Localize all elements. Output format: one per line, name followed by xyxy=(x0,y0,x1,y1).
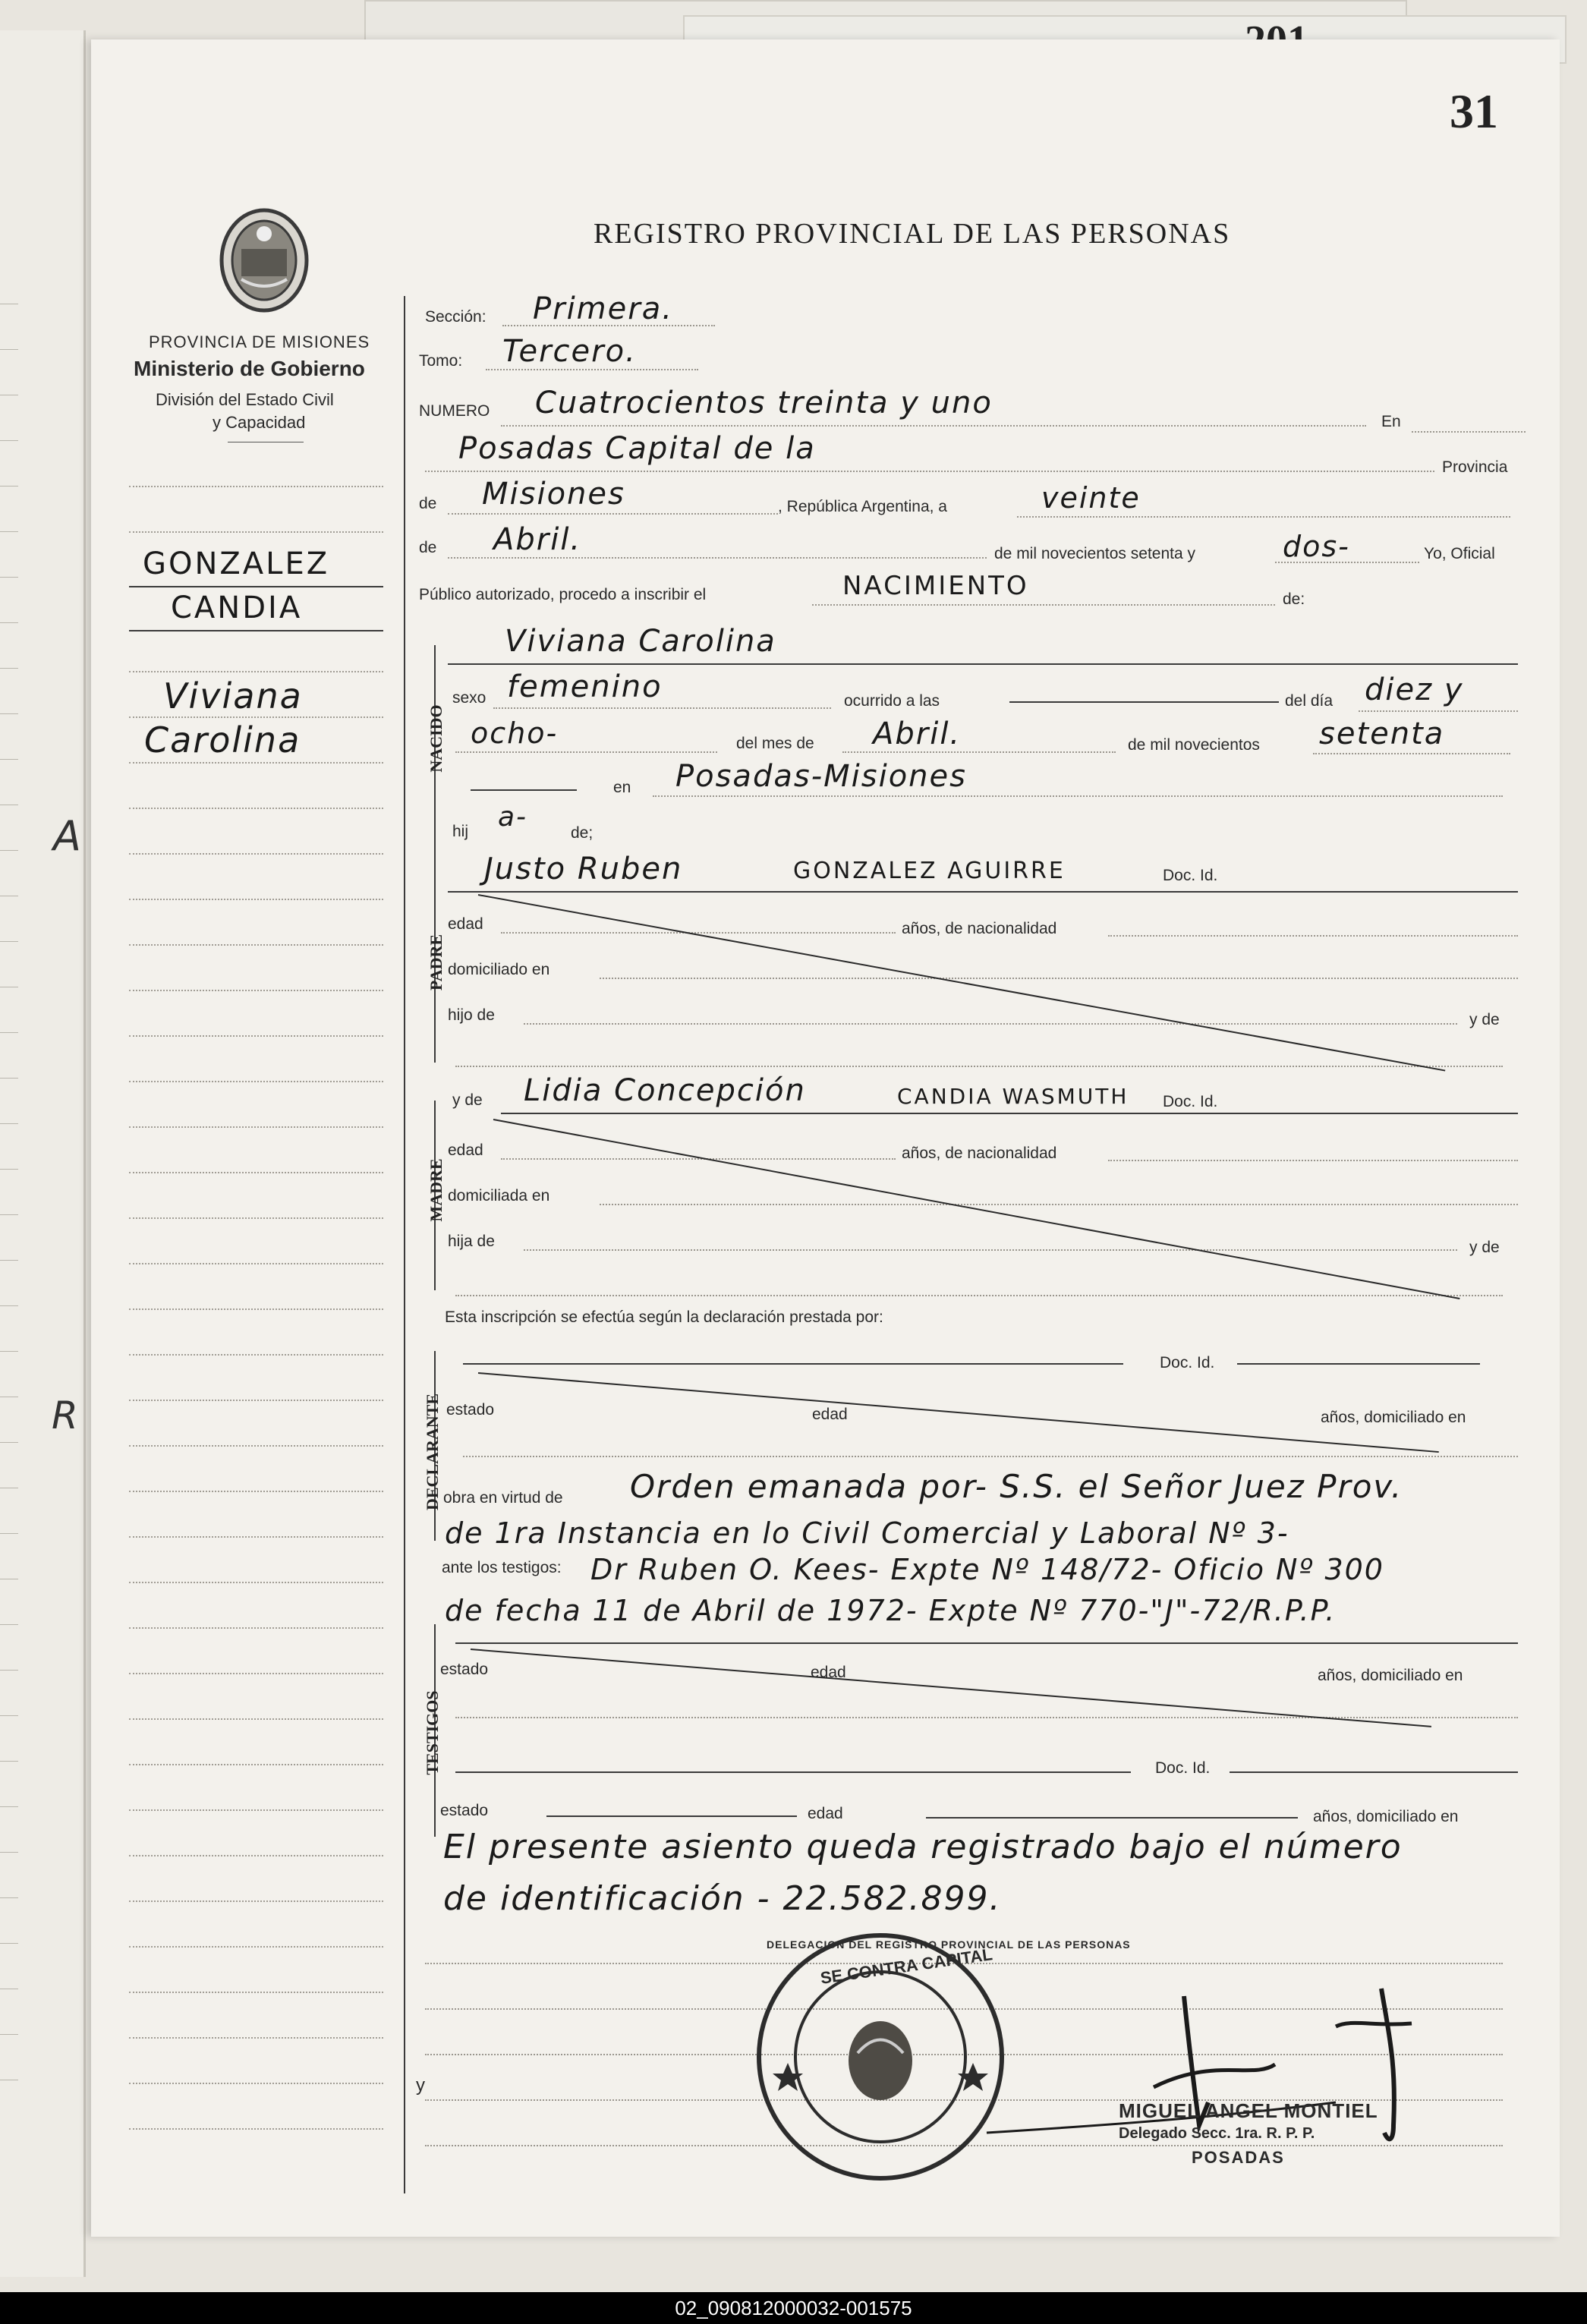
obra-line-4: de fecha 11 de Abril de 1972- Expte Nº 770-"J"-72/R.P.P. xyxy=(445,1594,1337,1627)
declarante-anos-label: años, domiciliado en xyxy=(1321,1409,1466,1426)
mes-nacimiento-value: Abril. xyxy=(873,716,962,751)
image-id-footer: 02_090812000032-001575 xyxy=(0,2292,1587,2324)
de-mil-novecientos-label: de mil novecientos setenta y xyxy=(994,545,1195,562)
de2-label: de xyxy=(419,539,437,556)
dia-nacimiento-value: diez y xyxy=(1365,672,1464,707)
declarante-doc-label: Doc. Id. xyxy=(1160,1354,1215,1371)
obra-line-2: de 1ra Instancia en lo Civil Comercial y Laboral Nº 3- xyxy=(445,1516,1289,1550)
madre-doc-label: Doc. Id. xyxy=(1163,1093,1218,1110)
numero-value: Cuatrocientos treinta y uno xyxy=(535,386,993,420)
padre-y-de-label: y de xyxy=(1469,1011,1500,1028)
padre-anos-label: años, de nacionalidad xyxy=(902,920,1057,937)
declarante-estado-label: estado xyxy=(446,1401,495,1419)
anio-nacimiento-value: setenta xyxy=(1319,716,1445,751)
madre-nombre-value: Lidia Concepción xyxy=(524,1073,806,1108)
coat-of-arms-icon xyxy=(211,203,317,317)
hij-label: hij xyxy=(452,823,469,840)
padre-edad-label: edad xyxy=(448,915,483,933)
margin-given-1: Viviana xyxy=(163,675,303,716)
obra-line-1: Orden emanada por- S.S. el Señor Juez Prov. xyxy=(630,1468,1403,1505)
de-mil-novecientos-2-label: de mil novecientos xyxy=(1128,736,1260,754)
dia-nacimiento-cont: ocho- xyxy=(471,716,559,750)
de-label: de xyxy=(419,495,437,512)
acto-value: NACIMIENTO xyxy=(842,571,1029,601)
nombre-value: Viviana Carolina xyxy=(505,624,776,659)
del-dia-label: del día xyxy=(1285,692,1334,710)
division-label: División del Estado Civil xyxy=(156,390,334,409)
madre-section-label: MADRE xyxy=(427,1158,446,1222)
mes-value: Abril. xyxy=(493,522,582,557)
seccion-value: Primera. xyxy=(533,291,673,326)
madre-domicilio-label: domiciliada en xyxy=(448,1187,550,1205)
margin-surname-2: CANDIA xyxy=(171,590,303,625)
testigo2-estado-label: estado xyxy=(440,1802,489,1819)
de-colon-label: de: xyxy=(1283,590,1305,608)
nota-line-2: de identificación - 22.582.899. xyxy=(443,1879,1002,1918)
y-label: y xyxy=(416,2075,425,2096)
hij-suffix-value: a- xyxy=(498,801,528,833)
dia-value: veinte xyxy=(1041,481,1141,515)
padre-domicilio-label: domiciliado en xyxy=(448,961,550,978)
publico-label: Público autorizado, procedo a inscribir el xyxy=(419,586,707,603)
testigo2-anos-label: años, domiciliado en xyxy=(1313,1808,1459,1825)
stamp-center-text: SE CONTRA CAPITAL xyxy=(819,1945,994,1988)
testigos-section-label: TESTIGOS xyxy=(423,1690,442,1775)
provincia-value: Misiones xyxy=(482,477,625,512)
numero-label: NUMERO xyxy=(419,402,490,420)
madre-anos-label: años, de nacionalidad xyxy=(902,1145,1057,1162)
en-label: En xyxy=(1381,413,1401,430)
padre-apellido-value: GONZALEZ AGUIRRE xyxy=(793,858,1066,884)
declaracion-label: Esta inscripción se efectúa según la declaración prestada por: xyxy=(445,1308,883,1326)
obra-line-3: Dr Ruben O. Kees- Expte Nº 148/72- Oficio Nº 300 xyxy=(590,1553,1384,1586)
testigo1-edad-label: edad xyxy=(811,1664,846,1681)
padre-hijo-de-label: hijo de xyxy=(448,1006,495,1024)
testigo2-edad-label: edad xyxy=(808,1805,843,1822)
obra-label: obra en virtud de xyxy=(443,1489,563,1507)
margin-surname-rule xyxy=(129,586,383,587)
margin-surname-1: GONZALEZ xyxy=(143,546,330,581)
province-label: PROVINCIA DE MISIONES xyxy=(149,332,370,351)
madre-apellido-value: CANDIA WASMUTH xyxy=(897,1084,1129,1109)
registry-title: REGISTRO PROVINCIAL DE LAS PERSONAS xyxy=(594,218,1231,250)
nota-line-1: El presente asiento queda registrado bajo el número xyxy=(443,1828,1403,1866)
yo-oficial-label: Yo, Oficial xyxy=(1424,545,1495,562)
tomo-label: Tomo: xyxy=(419,352,463,370)
madre-hija-de-label: hija de xyxy=(448,1233,495,1250)
capacity-label: y Capacidad xyxy=(213,413,306,432)
en2-label: en xyxy=(613,779,631,796)
sexo-value: femenino xyxy=(507,669,663,704)
seccion-label: Sección: xyxy=(425,308,486,326)
margin-column-divider xyxy=(404,296,405,2193)
margin-surname-rule-2 xyxy=(129,630,383,631)
left-page-strip xyxy=(0,30,86,2277)
margin-mark-a: A xyxy=(53,812,83,860)
madre-y-de-label-2: y de xyxy=(1469,1239,1500,1256)
lugar-value: Posadas Capital de la xyxy=(458,431,816,466)
testigo2-doc-label: Doc. Id. xyxy=(1155,1759,1211,1777)
tomo-value: Tercero. xyxy=(502,334,637,369)
republica-label: , República Argentina, a xyxy=(778,498,947,515)
ocurrido-label: ocurrido a las xyxy=(844,692,940,710)
stamp-ring-text: DELEGACION DEL REGISTRO PROVINCIAL DE LAS PERSONAS xyxy=(767,1938,1131,1951)
padre-doc-label: Doc. Id. xyxy=(1163,867,1218,884)
declarante-edad-label: edad xyxy=(812,1406,848,1423)
nacido-section-label: NACIDO xyxy=(427,704,446,773)
provincia-label: Provincia xyxy=(1442,458,1508,476)
madre-y-de-label: y de xyxy=(452,1091,483,1109)
padre-nombre-value: Justo Ruben xyxy=(484,852,683,886)
lugar-nacimiento-value: Posadas-Misiones xyxy=(675,759,967,794)
testigo1-estado-label: estado xyxy=(440,1661,489,1678)
official-name: MIGUEL ANGEL MONTIEL xyxy=(1119,2099,1378,2122)
official-title: Delegado Secc. 1ra. R. P. P. xyxy=(1119,2125,1315,2142)
page-number: 31 xyxy=(1450,84,1498,138)
anio-value: dos- xyxy=(1283,530,1350,563)
madre-edad-label: edad xyxy=(448,1142,483,1159)
padre-section-label: PADRE xyxy=(427,934,446,991)
sexo-label: sexo xyxy=(452,689,486,707)
margin-given-2: Carolina xyxy=(144,720,301,760)
de-semi-label: de; xyxy=(571,824,594,842)
testigo1-anos-label: años, domiciliado en xyxy=(1318,1667,1463,1684)
declarante-section-label: DECLARANTE xyxy=(423,1393,442,1511)
del-mes-label: del mes de xyxy=(736,735,814,752)
ante-testigos-label: ante los testigos: xyxy=(442,1559,562,1576)
margin-mark-r: R xyxy=(52,1393,80,1438)
ministry-label: Ministerio de Gobierno xyxy=(134,357,365,380)
official-city: POSADAS xyxy=(1192,2148,1285,2167)
